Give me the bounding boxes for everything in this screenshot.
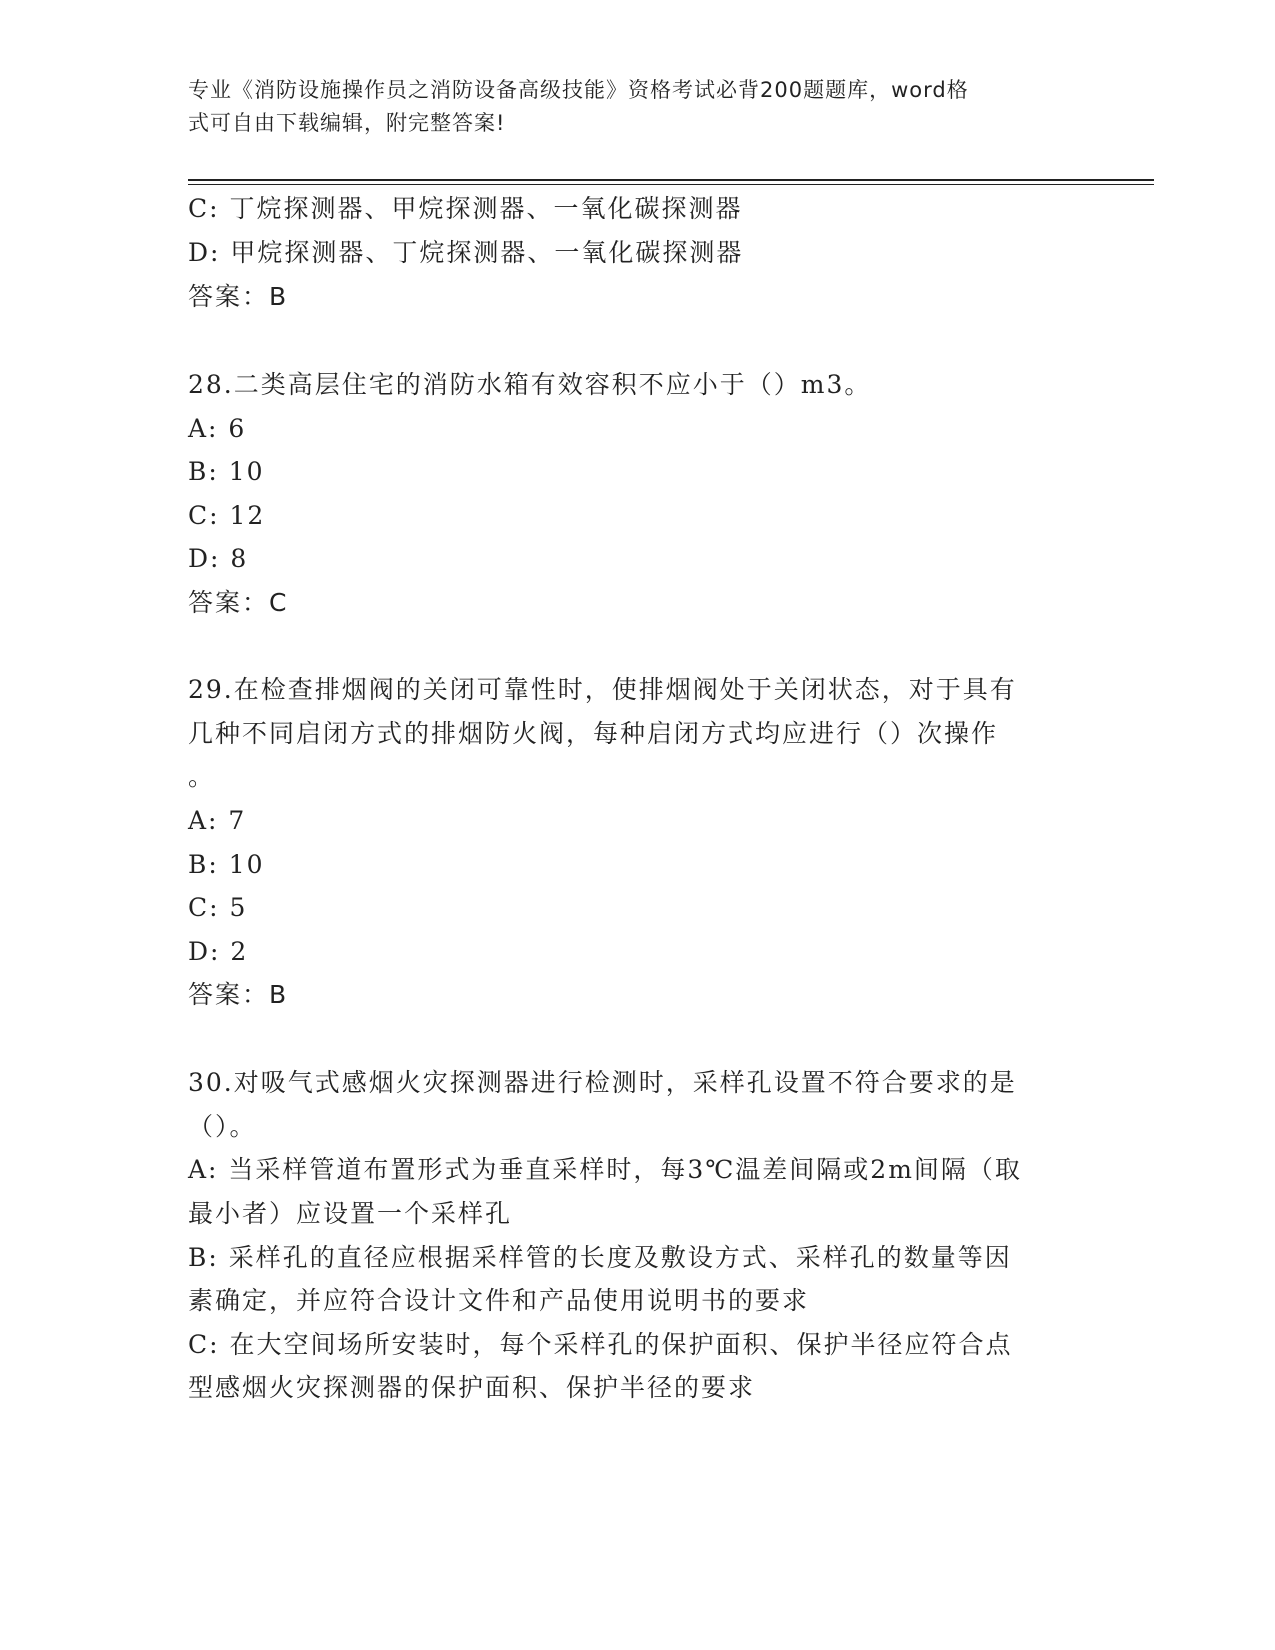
header-divider-thin (188, 184, 1154, 185)
document-header (188, 74, 1068, 140)
q28-option-a: A: 6 (188, 414, 247, 443)
header-line-1: 专业《消防设施操作员之消防设备高级技能》资格考试必背200题题库，word格 (188, 78, 969, 102)
q29-stem-line-2: 几种不同启闭方式的排烟防火阀，每种启闭方式均应进行（）次操作 (188, 719, 999, 748)
q30-option-c-line-1: C: 在大空间场所安装时，每个采样孔的保护面积、保护半径应符合点 (188, 1330, 1013, 1359)
q28-option-c: C: 12 (188, 501, 266, 530)
q29-option-b: B: 10 (188, 850, 265, 879)
q30-option-b-line-2: 素确定，并应符合设计文件和产品使用说明书的要求 (188, 1286, 810, 1315)
q30-option-b-line-1: B: 采样孔的直径应根据采样管的长度及敷设方式、采样孔的数量等因 (188, 1243, 1012, 1272)
q30-option-a-line-1: A: 当采样管道布置形式为垂直采样时，每3℃温差间隔或2m间隔（取 (188, 1155, 1022, 1184)
q29-stem-line-1: 29.在检查排烟阀的关闭可靠性时，使排烟阀处于关闭状态，对于具有 (188, 675, 1017, 704)
q28-option-b: B: 10 (188, 457, 265, 486)
q28-stem: 28.二类高层住宅的消防水箱有效容积不应小于（）m3。 (188, 370, 872, 399)
header-line-2: 式可自由下载编辑，附完整答案! (188, 111, 506, 135)
q28-answer: 答案：C (188, 588, 289, 617)
header-divider-thick (188, 179, 1154, 181)
q29-option-a: A: 7 (188, 806, 247, 835)
q28-option-d: D: 8 (188, 544, 249, 573)
q29-option-c: C: 5 (188, 893, 248, 922)
q27-option-c: C: 丁烷探测器、甲烷探测器、一氧化碳探测器 (188, 194, 743, 223)
q29-option-d: D: 2 (188, 937, 249, 966)
q27-option-d: D: 甲烷探测器、丁烷探测器、一氧化碳探测器 (188, 238, 744, 267)
q27-answer: 答案：B (188, 282, 289, 311)
q30-stem-line-2: （）。 (188, 1112, 257, 1141)
q30-option-c-line-2: 型感烟火灾探测器的保护面积、保护半径的要求 (188, 1373, 756, 1402)
q30-stem-line-1: 30.对吸气式感烟火灾探测器进行检测时，采样孔设置不符合要求的是 (188, 1068, 1017, 1097)
q29-answer: 答案：B (188, 980, 289, 1009)
q30-option-a-line-2: 最小者）应设置一个采样孔 (188, 1199, 513, 1228)
q29-stem-line-3: 。 (188, 762, 216, 791)
